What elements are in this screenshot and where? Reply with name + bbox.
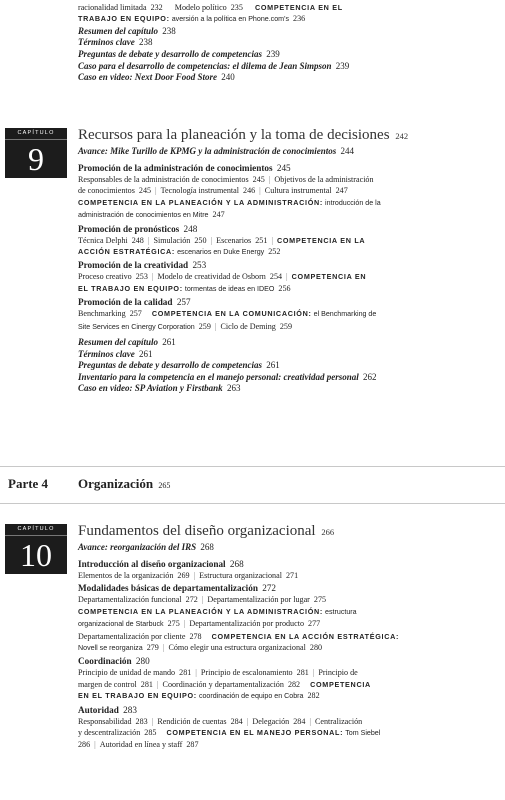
section-heading xyxy=(78,162,490,174)
page-number: 285 xyxy=(144,728,157,738)
toc-line: Técnica Delphi 248 | Simulación 250 | Escenarios 251 | COMPETENCIA EN LA xyxy=(78,235,366,245)
page-number: 281 xyxy=(296,668,309,678)
toc-entry[interactable]: organizacional de Starbuck xyxy=(78,620,164,629)
page-number: 244 xyxy=(340,146,354,156)
page-number: 275 xyxy=(313,595,327,605)
toc-line xyxy=(78,631,490,642)
page-number: 261 xyxy=(162,337,176,348)
video-case-link[interactable]: Caso en video: Next Door Food Store xyxy=(78,72,217,83)
page-number: 280 xyxy=(309,643,323,653)
toc-entry[interactable]: Responsables de la administración de conocimientos xyxy=(78,175,249,184)
section-link[interactable]: Promoción de la creatividad xyxy=(78,260,189,271)
page-number: 257 xyxy=(129,309,142,319)
toc-entry[interactable]: Responsabilidad xyxy=(78,716,132,726)
questions-link[interactable]: Preguntas de debate y desarrollo de competencias xyxy=(78,49,262,59)
toc-line xyxy=(78,2,490,13)
page-number: 256 xyxy=(278,283,291,293)
page-number: 269 xyxy=(177,571,190,580)
part-heading xyxy=(8,476,170,492)
page-number: 268 xyxy=(200,542,214,552)
toc-entry[interactable]: Tom Siebel xyxy=(345,729,381,738)
toc-entry[interactable]: Objetivos de la administración xyxy=(274,175,374,184)
toc-line xyxy=(78,360,490,372)
page-number: 286 xyxy=(78,740,91,750)
page-number: 253 xyxy=(135,272,148,282)
part-title-link[interactable]: Organización xyxy=(78,476,154,491)
page-number: 239 xyxy=(266,49,280,59)
page-number: 279 xyxy=(146,643,159,653)
toc-line: Departamentalización funcional 272 | Departamentalización por lugar 275 xyxy=(78,595,327,605)
toc-line xyxy=(78,61,490,73)
toc-entry[interactable]: estructura xyxy=(325,607,357,616)
section-heading xyxy=(78,704,490,716)
toc-line xyxy=(78,13,490,25)
toc-line: Site Services en Cinergy Corporation 259 | Ciclo de Deming 259 xyxy=(78,321,292,331)
toc-entry[interactable]: Estructura organizacional xyxy=(199,571,282,580)
section-heading xyxy=(78,558,490,570)
page-number: 261 xyxy=(266,360,280,371)
competency-label: COMPETENCIA EN LA ACCIÓN ESTRATÉGICA: xyxy=(211,631,400,641)
toc-line: Elementos de la organización 269 | Estructura organizacional 271 xyxy=(78,571,299,580)
toc-entry[interactable]: Cultura instrumental xyxy=(264,186,332,196)
chapter-title-link[interactable]: Fundamentos del diseño organizacional xyxy=(78,523,316,539)
toc-entry[interactable]: Departamentalización por cliente xyxy=(78,631,186,641)
page-number: 282 xyxy=(307,691,320,701)
page-number: 287 xyxy=(186,740,199,750)
section-heading xyxy=(78,655,490,667)
page-number: 253 xyxy=(192,260,207,271)
toc-entry[interactable]: racionalidad limitada xyxy=(78,3,147,12)
toc-entry[interactable]: Departamentalización por lugar xyxy=(207,595,310,605)
page-number: 271 xyxy=(285,571,299,580)
page-number: 265 xyxy=(158,481,171,490)
toc-entry[interactable]: aversión a la política en Phone.com's xyxy=(171,15,289,24)
page-number: 283 xyxy=(123,704,137,715)
page-number: 275 xyxy=(167,619,180,629)
toc-line xyxy=(78,308,490,320)
section-link[interactable]: Coordinación xyxy=(78,656,132,667)
toc-entry[interactable]: tormentas de ideas en IDEO xyxy=(184,284,275,293)
page-number: 247 xyxy=(335,186,348,196)
toc-line: de conocimientos 245 | Tecnología instrumental 246 | Cultura instrumental 247 xyxy=(78,186,348,196)
page-number: 277 xyxy=(308,619,321,629)
toc-line xyxy=(78,283,490,295)
toc-line xyxy=(78,349,490,361)
toc-entry[interactable]: administración de conocimientos en Mitre xyxy=(78,211,209,220)
toc-entry[interactable]: Departamentalización funcional xyxy=(78,595,182,605)
chapter-8-continuation xyxy=(78,2,490,84)
section-heading xyxy=(78,259,490,271)
page-number: 282 xyxy=(287,679,301,689)
toc-entry[interactable]: Novell se reorganiza xyxy=(78,644,143,653)
toc-entry[interactable]: Modelo de creatividad de Osborn xyxy=(157,272,266,282)
page-number: 248 xyxy=(131,235,144,245)
page-number: 252 xyxy=(268,247,281,257)
toc-entry[interactable]: Modelo político xyxy=(174,3,227,12)
page-number: 266 xyxy=(321,527,335,537)
toc-line xyxy=(78,372,490,384)
toc-entry[interactable]: Principio de escalonamiento xyxy=(200,668,293,678)
case-link[interactable]: Caso para el desarrollo de competencias: el dilema de Jean Simpson xyxy=(78,60,332,71)
toc-line xyxy=(78,72,490,84)
competency-label: COMPETENCIA EN LA xyxy=(277,235,366,245)
section-link[interactable]: Promoción de la administración de conocimientos xyxy=(78,163,273,173)
section-link[interactable]: Promoción de la calidad xyxy=(78,297,173,308)
page-number: 261 xyxy=(139,348,153,359)
toc-entry[interactable]: Delegación xyxy=(252,716,290,726)
chapter-10-badge xyxy=(5,524,67,574)
toc-entry[interactable]: Rendición de cuentas xyxy=(157,716,227,726)
toc-line: margen de control 281 | Coordinación y departamentalización 282 COMPETENCIA xyxy=(78,679,371,689)
page-number: 245 xyxy=(276,163,291,173)
chapter-number: 9 xyxy=(28,141,44,177)
competency-label: COMPETENCIA EN LA PLANEACIÓN Y LA ADMINISTRACIÓN: xyxy=(78,606,324,616)
toc-entry[interactable]: Proceso creativo xyxy=(78,272,132,282)
chapter-label: CAPÍTULO xyxy=(5,128,67,140)
toc-line xyxy=(78,145,490,157)
toc-entry[interactable]: introducción de la xyxy=(325,198,381,207)
page-number: 268 xyxy=(229,559,244,569)
page-number: 232 xyxy=(150,3,163,12)
page-number: 238 xyxy=(162,25,176,36)
toc-line xyxy=(78,26,490,38)
key-terms-link[interactable]: Términos clave xyxy=(78,348,135,359)
chapter-number: 10 xyxy=(20,537,52,573)
page-number: 259 xyxy=(198,321,211,331)
toc-line xyxy=(78,541,490,553)
preview-link[interactable]: Avance: reorganización del IRS xyxy=(78,542,197,552)
page-number: 272 xyxy=(185,595,198,605)
toc-entry[interactable]: Centralización xyxy=(315,716,363,726)
page-number: 283 xyxy=(135,716,148,726)
page-number: 235 xyxy=(230,3,243,12)
page-number: 262 xyxy=(363,371,377,382)
toc-entry[interactable]: Tecnología instrumental xyxy=(160,186,239,196)
part-label: Parte 4 xyxy=(8,476,49,491)
page-number: 251 xyxy=(255,235,268,245)
page-number: 245 xyxy=(138,186,152,196)
toc-entry[interactable]: coordinación de equipo en Cobra xyxy=(198,692,304,701)
key-terms-link[interactable]: Términos clave xyxy=(78,37,135,48)
toc-entry[interactable]: Autoridad en línea y staff xyxy=(99,740,183,750)
video-case-link[interactable]: Caso en video: SP Aviation y Firstbank xyxy=(78,383,223,394)
chapter-10-contents xyxy=(78,522,490,751)
toc-line xyxy=(78,606,490,618)
toc-entry[interactable]: Escenarios xyxy=(216,235,252,245)
chapter-summary-link[interactable]: Resumen del capítulo xyxy=(78,337,159,348)
toc-line xyxy=(78,727,490,739)
toc-entry[interactable]: Site Services en Cinergy Corporation xyxy=(78,322,195,331)
page-number: 257 xyxy=(176,297,191,308)
toc-line xyxy=(78,383,490,395)
chapter-title xyxy=(78,522,490,541)
toc-entry[interactable]: el Benchmarking de xyxy=(313,310,377,319)
section-heading xyxy=(78,223,490,235)
toc-entry[interactable]: Principio de xyxy=(318,668,358,678)
chapter-9-contents xyxy=(78,126,490,395)
toc-entry[interactable]: Coordinación y departamentalización xyxy=(162,679,284,689)
section-link[interactable]: Promoción de pronósticos xyxy=(78,223,180,234)
toc-line: Responsabilidad 283 | Rendición de cuentas 284 | Delegación 284 | Centralización xyxy=(78,716,363,726)
toc-entry[interactable]: de conocimientos xyxy=(78,186,135,196)
page-number: 239 xyxy=(335,60,350,71)
toc-line: Principio de unidad de mando 281 | Principio de escalonamiento 281 | Principio de xyxy=(78,668,358,678)
page-number: 246 xyxy=(243,186,256,196)
page-number: 278 xyxy=(189,631,202,641)
toc-entry[interactable]: Simulación xyxy=(153,235,191,245)
toc-line xyxy=(78,37,490,49)
page-number: 263 xyxy=(226,383,241,394)
page-number: 240 xyxy=(221,72,235,83)
chapter-title-link[interactable]: Recursos para la planeación y la toma de decisiones xyxy=(78,127,390,143)
chapter-9-badge xyxy=(5,128,67,178)
competency-label: COMPETENCIA EN EL MANEJO PERSONAL: xyxy=(166,728,344,738)
divider xyxy=(0,503,505,504)
page-number: 242 xyxy=(395,131,409,141)
competency-label: COMPETENCIA EN EL xyxy=(254,3,343,12)
page-number: 245 xyxy=(252,175,265,184)
competency-label: TRABAJO EN EQUIPO: xyxy=(78,14,170,24)
toc-entry[interactable]: Principio de unidad de mando xyxy=(78,668,176,678)
chapter-summary-link[interactable]: Resumen del capítulo xyxy=(78,25,159,36)
inventory-link[interactable]: Inventario para la competencia en el manejo personal: creatividad personal xyxy=(78,371,359,382)
toc-entry[interactable]: Cómo elegir una estructura organizacional xyxy=(168,643,306,653)
toc-entry[interactable]: Benchmarking xyxy=(78,309,126,319)
competency-label: ACCIÓN ESTRATÉGICA: xyxy=(78,247,176,257)
toc-line: Responsables de la administración de conocimientos 245 | Objetivos de la administración xyxy=(78,175,374,184)
page-number: 238 xyxy=(139,37,153,48)
page-number: 250 xyxy=(194,235,207,245)
page-number: 280 xyxy=(135,656,150,667)
section-link[interactable]: Autoridad xyxy=(78,704,119,715)
page-number: 236 xyxy=(293,14,306,24)
competency-label: COMPETENCIA EN xyxy=(291,272,367,282)
page-number: 248 xyxy=(183,223,198,234)
toc-entry[interactable]: escenarios en Duke Energy xyxy=(177,248,265,257)
toc-entry[interactable]: margen de control xyxy=(78,679,137,689)
toc-line: 286 | Autoridad en línea y staff 287 xyxy=(78,740,199,750)
page-number: 284 xyxy=(293,716,306,726)
toc-entry[interactable]: Elementos de la organización xyxy=(78,571,174,580)
page-number: 247 xyxy=(212,210,225,220)
page-number: 284 xyxy=(230,716,243,726)
toc-line: Proceso creativo 253 | Modelo de creatividad de Osborn 254 | COMPETENCIA EN xyxy=(78,272,367,282)
preview-link[interactable]: Avance: Mike Turillo de KPMG y la administración de conocimientos xyxy=(78,146,337,156)
toc-entry[interactable]: y descentralización xyxy=(78,728,141,738)
toc-line xyxy=(78,197,490,209)
toc-line xyxy=(78,690,490,702)
competency-label: EL TRABAJO EN EQUIPO: xyxy=(78,283,183,293)
toc-line xyxy=(78,337,490,349)
competency-label: EN EL TRABAJO EN EQUIPO: xyxy=(78,691,197,701)
divider xyxy=(0,466,505,467)
chapter-title xyxy=(78,126,490,145)
toc-line xyxy=(78,49,490,61)
toc-entry[interactable]: Ciclo de Deming xyxy=(220,321,276,331)
section-heading xyxy=(78,296,490,308)
section-link[interactable]: Modalidades básicas de departamentalización xyxy=(78,583,258,594)
chapter-label: CAPÍTULO xyxy=(5,524,67,536)
competency-label: COMPETENCIA EN LA PLANEACIÓN Y LA ADMINISTRACIÓN: xyxy=(78,197,324,207)
section-heading xyxy=(78,582,490,594)
competency-label: COMPETENCIA xyxy=(310,679,371,689)
page-number: 281 xyxy=(140,679,153,689)
toc-line: Novell se reorganiza 279 | Cómo elegir una estructura organizacional 280 xyxy=(78,643,323,653)
questions-link[interactable]: Preguntas de debate y desarrollo de competencias xyxy=(78,360,262,371)
competency-label: COMPETENCIA EN LA COMUNICACIÓN: xyxy=(151,309,312,319)
section-link[interactable]: Introducción al diseño organizacional xyxy=(78,559,226,569)
toc-line xyxy=(78,209,490,221)
page-number: 259 xyxy=(279,321,292,331)
page-number: 281 xyxy=(179,668,192,678)
page-number: 254 xyxy=(269,272,283,282)
toc-line: organizacional de Starbuck 275 | Departamentalización por producto 277 xyxy=(78,619,321,629)
toc-line xyxy=(78,246,490,258)
toc-entry[interactable]: Técnica Delphi xyxy=(78,235,128,245)
page-number: 272 xyxy=(262,583,277,594)
toc-entry[interactable]: Departamentalización por producto xyxy=(189,619,304,629)
